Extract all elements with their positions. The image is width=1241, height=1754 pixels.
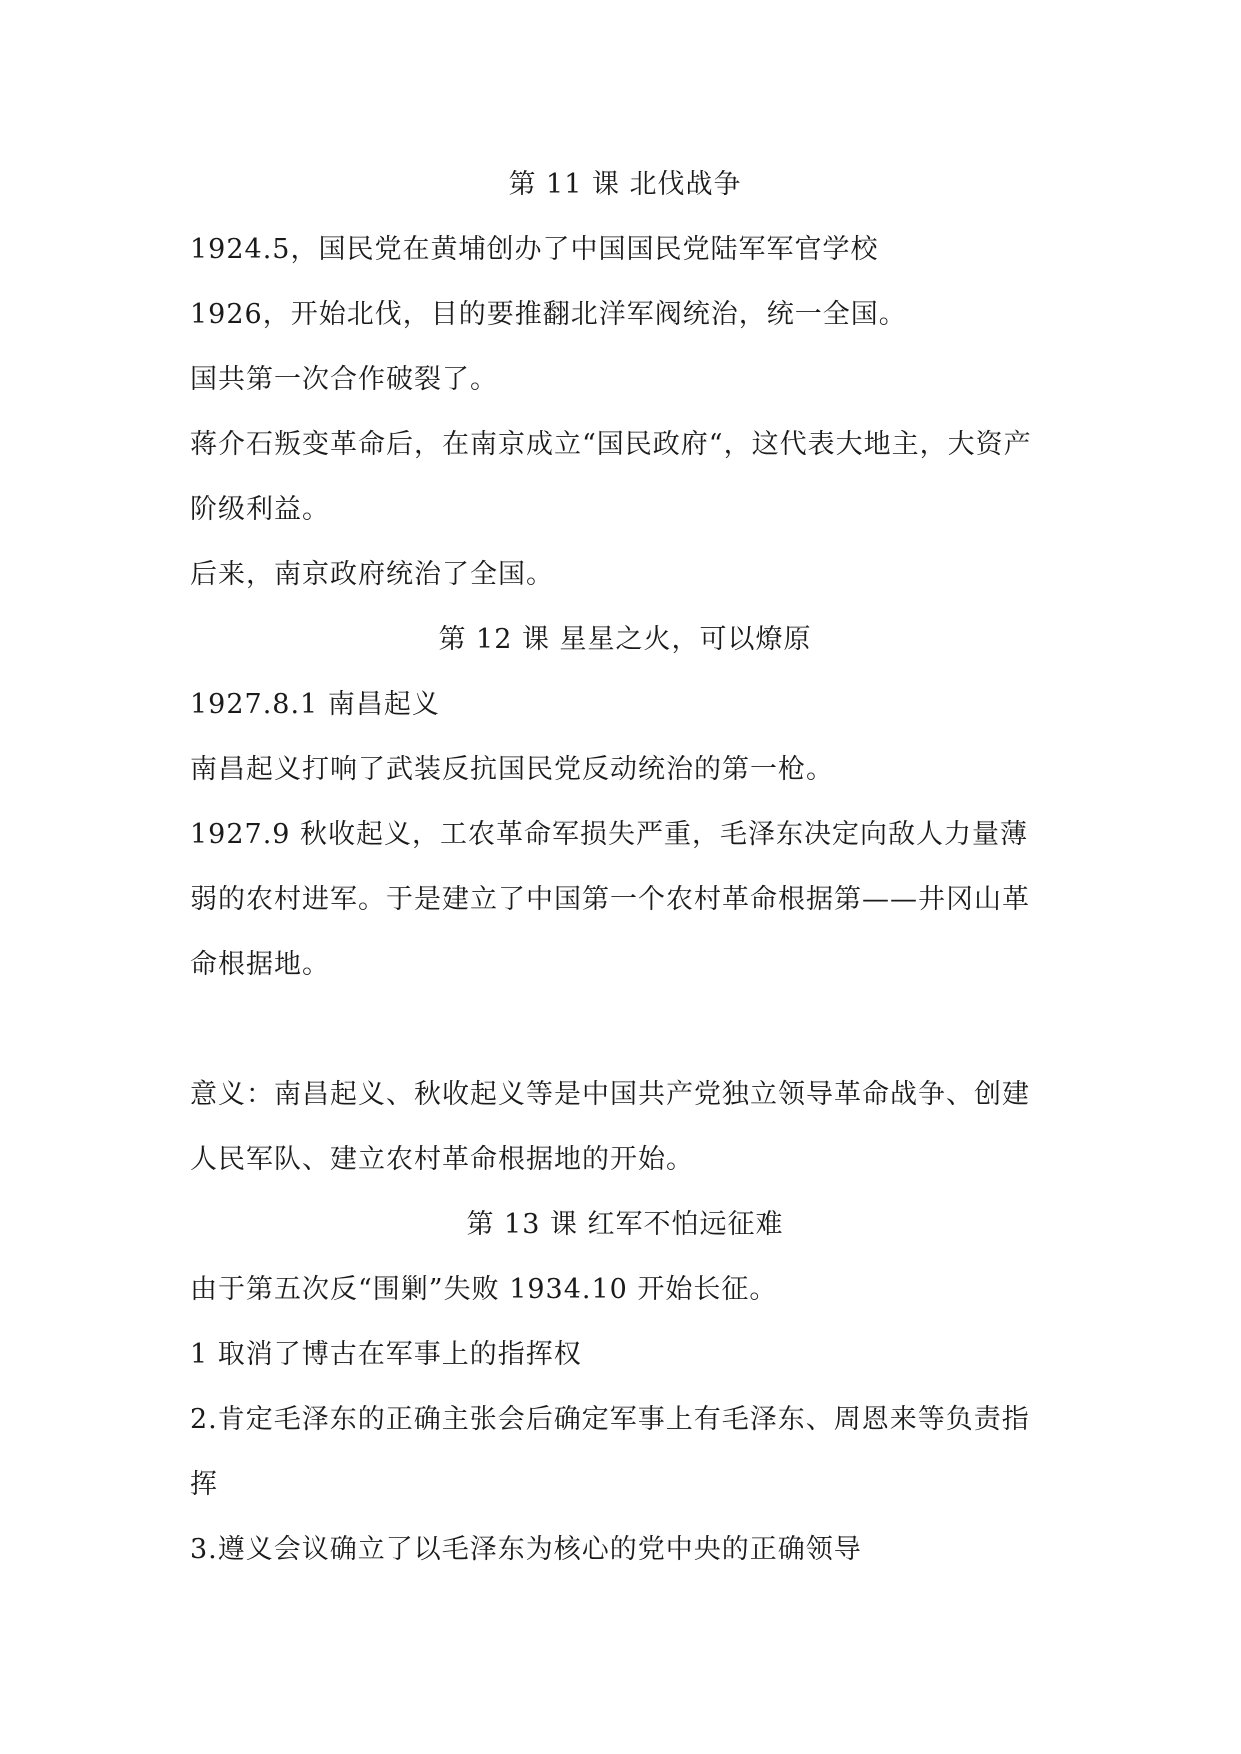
lesson-11-paragraph-4-line-1: 蒋介石叛变革命后，在南京成立“国民政府“，这代表大地主，大资产 [190,429,1032,460]
lesson-11-title: 第 11 课 北伐战争 [508,169,742,200]
lesson-13-paragraph-1: 由于第五次反“围剿”失败 1934.10 开始长征。 [190,1274,778,1305]
lesson-12-title: 第 12 课 星星之火，可以燎原 [438,624,812,655]
lesson-12-paragraph-4-line-1: 意义：南昌起义、秋收起义等是中国共产党独立领导革命战争、创建 [190,1079,1030,1110]
blank-line [190,997,1060,1062]
lesson-12-paragraph-1: 1927.8.1 南昌起义 [190,689,440,720]
lesson-11-paragraph-1: 1924.5，国民党在黄埔创办了中国国民党陆军军官学校 [190,234,879,265]
lesson-12-paragraph-3-line-3: 命根据地。 [190,949,330,980]
lesson-11-paragraph-3: 国共第一次合作破裂了。 [190,364,498,395]
lesson-13-paragraph-3-line-2: 挥 [190,1469,218,1500]
lesson-13-paragraph-2: 1 取消了博古在军事上的指挥权 [190,1339,582,1370]
lesson-12-paragraph-4-line-2: 人民军队、建立农村革命根据地的开始。 [190,1144,694,1175]
lesson-13-title: 第 13 课 红军不怕远征难 [466,1209,784,1240]
document-body [190,152,1060,1582]
lesson-12-paragraph-3-line-2: 弱的农村进军。于是建立了中国第一个农村革命根据第——井冈山革 [190,884,1030,915]
lesson-12-paragraph-2: 南昌起义打响了武装反抗国民党反动统治的第一枪。 [190,754,834,785]
lesson-11-paragraph-5: 后来，南京政府统治了全国。 [190,559,554,590]
lesson-13-paragraph-4: 3.遵义会议确立了以毛泽东为核心的党中央的正确领导 [190,1534,862,1565]
lesson-12-paragraph-3-line-1: 1927.9 秋收起义，工农革命军损失严重，毛泽东决定向敌人力量薄 [190,819,1029,850]
lesson-11-paragraph-2: 1926，开始北伐，目的要推翻北洋军阀统治，统一全国。 [190,299,907,330]
lesson-11-paragraph-4-line-2: 阶级利益。 [190,494,330,525]
lesson-13-paragraph-3-line-1: 2.肯定毛泽东的正确主张会后确定军事上有毛泽东、周恩来等负责指 [190,1404,1030,1435]
